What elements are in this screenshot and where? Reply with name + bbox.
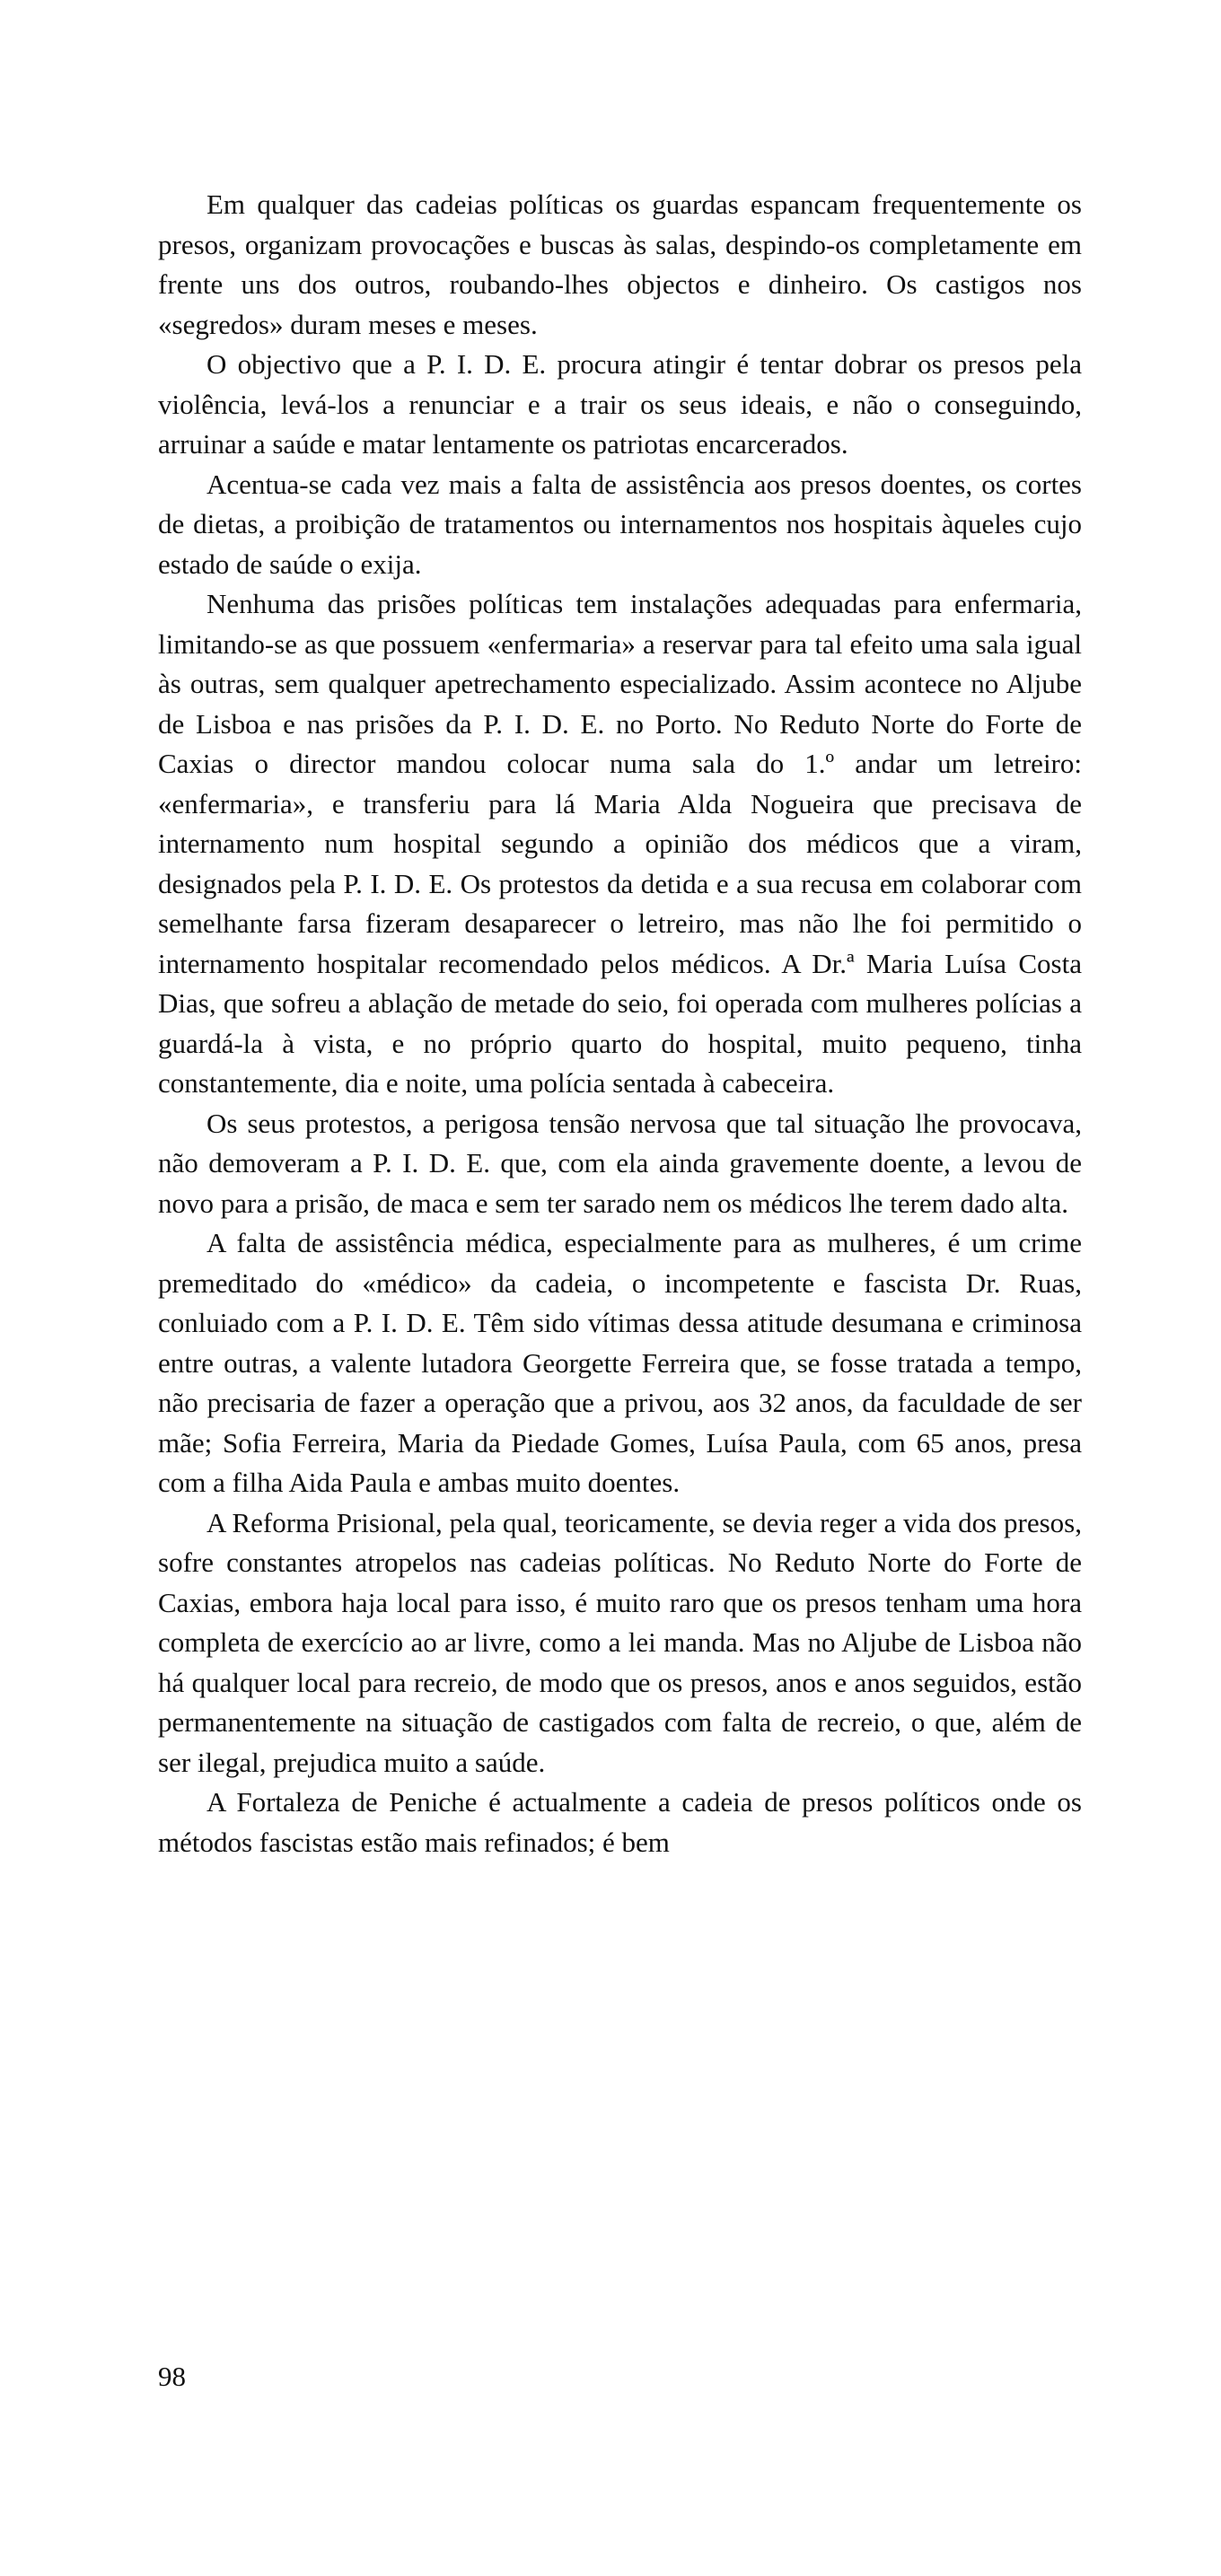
paragraph: O objectivo que a P. I. D. E. procura atingir é tentar dobrar os presos pela violência, levá-los a renunciar e a trair os seus ideais, e não o conseguindo, arruinar a saúde e matar lentamente os patriotas encarcerados.	[158, 348, 1082, 460]
page-number: 98	[158, 2361, 186, 2392]
paragraph: A Reforma Prisional, pela qual, teoricamente, se devia reger a vida dos presos, sofre constantes atropelos nas cadeias políticas. No Reduto Norte do Forte de Caxias, embora haja local para isso, é muito raro que os presos tenham uma hora completa de exercício ao ar livre, como a lei manda. Mas no Aljube de Lisboa não há qualquer local para recreio, de modo que os presos, anos e anos seguidos, estão permanentemente na situação de castigados com falta de recreio, o que, além de ser ilegal, prejudica muito a saúde.	[158, 1506, 1082, 1778]
paragraph: Os seus protestos, a perigosa tensão nervosa que tal situação lhe provocava, não demoveram a P. I. D. E. que, com ela ainda gravemente doente, a levou de novo para a prisão, de maca e sem ter sarado nem os médicos lhe terem dado alta.	[158, 1107, 1082, 1219]
page-body	[158, 185, 1082, 1862]
paragraph: A falta de assistência médica, especialmente para as mulheres, é um crime premeditado do «médico» da cadeia, o incompetente e fascista Dr. Ruas, conluiado com a P. I. D. E. Têm sido vítimas dessa atitude desumana e criminosa entre outras, a valente lutadora Georgette Ferreira que, se fosse tratada a tempo, não precisaria de fazer a operação que a privou, aos 32 anos, da faculdade de ser mãe; Sofia Ferreira, Maria da Piedade Gomes, Luísa Paula, com 65 anos, presa com a filha Aida Paula e ambas muito doentes.	[158, 1227, 1082, 1498]
paragraph: Acentua-se cada vez mais a falta de assistência aos presos doentes, os cortes de dietas, a proibição de tratamentos ou internamentos nos hospitais àqueles cujo estado de saúde o exija.	[158, 468, 1082, 580]
paragraph: Nenhuma das prisões políticas tem instalações adequadas para enfermaria, limitando-se as que possuem «enfermaria» a reservar para tal efeito uma sala igual às outras, sem qualquer apetrechamento especializado. Assim acontece no Aljube de Lisboa e nas prisões da P. I. D. E. no Porto. No Reduto Norte do Forte de Caxias o director mandou colocar numa sala do 1.º andar um letreiro: «enfermaria», e transferiu para lá Maria Alda Nogueira que precisava de internamento num hospital segundo a opinião dos médicos que a viram, designados pela P. I. D. E. Os protestos da detida e a sua recusa em colaborar com semelhante farsa fizeram desaparecer o letreiro, mas não lhe foi permitido o internamento hospitalar recomendado pelos médicos. A Dr.ª Maria Luísa Costa Dias, que sofreu a ablação de metade do seio, foi operada com mulheres polícias a guardá-la à vista, e no próprio quarto do hospital, muito pequeno, tinha constantemente, dia e noite, uma polícia sentada à cabeceira.	[158, 588, 1082, 1099]
paragraph: Em qualquer das cadeias políticas os guardas espancam frequentemente os presos, organizam provocações e buscas às salas, despindo-os completamente em frente uns dos outros, roubando-lhes objectos e dinheiro. Os castigos nos «segredos» duram meses e meses.	[158, 188, 1082, 340]
paragraph: A Fortaleza de Peniche é actualmente a cadeia de presos políticos onde os métodos fascistas estão mais refinados; é bem	[158, 1786, 1082, 1858]
